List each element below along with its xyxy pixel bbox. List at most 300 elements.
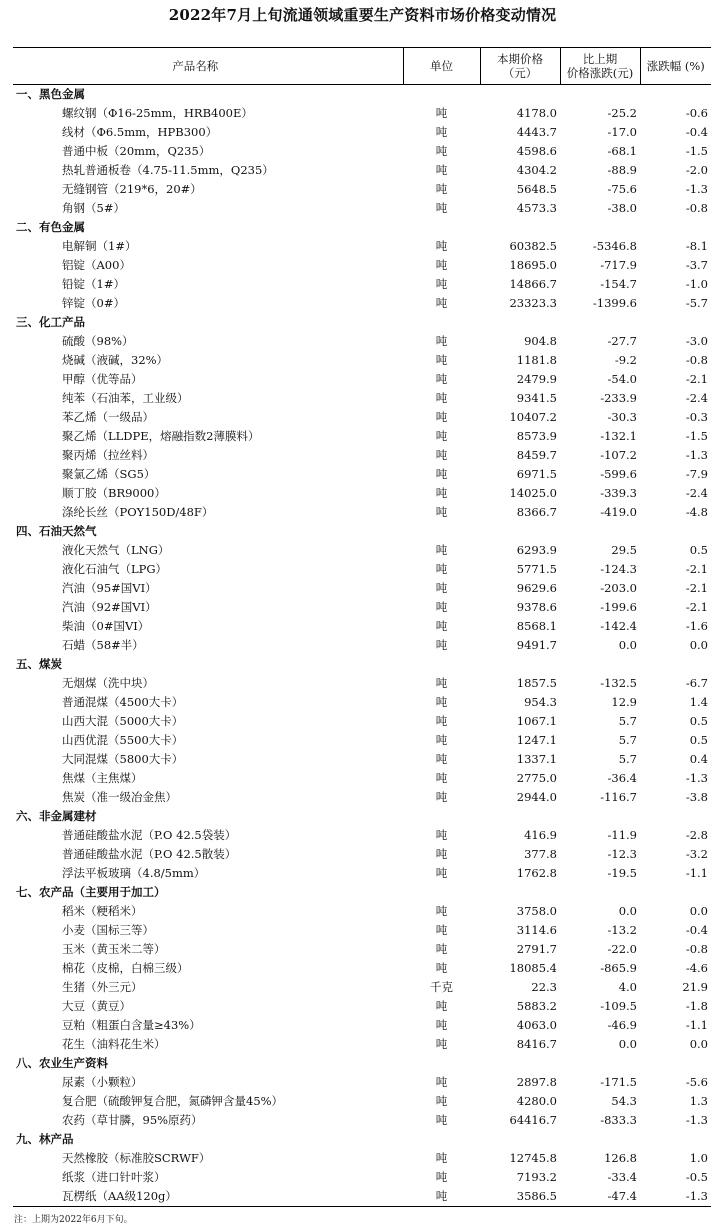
price-cell: 5883.2 [516,999,557,1013]
price-cell: 12745.8 [509,1151,557,1165]
pct-cell: -2.1 [685,372,708,386]
table-row [13,617,711,636]
pct-cell: -2.4 [685,391,708,405]
unit-cell: 吨 [435,562,448,576]
price-cell: 1181.8 [516,353,557,367]
pct-cell: 1.3 [689,1094,708,1108]
unit-cell: 吨 [435,866,448,880]
price-cell: 8573.9 [516,429,557,443]
category-row [13,1130,711,1149]
header-price-line1: 本期价格 [497,52,543,66]
price-cell: 2479.9 [516,372,557,386]
unit-cell: 吨 [435,182,448,196]
unit-cell: 吨 [435,1113,448,1127]
category-name: 七、农产品（主要用于加工） [16,885,166,899]
pct-cell: -5.6 [685,1075,708,1089]
unit-cell: 吨 [435,676,448,690]
product-name-cell: 普通混煤（4500大卡） [62,695,184,709]
category-row [13,85,711,105]
unit-cell: 吨 [435,771,448,785]
product-name-cell: 液化天然气（LNG） [62,543,170,557]
change-cell: 0.0 [618,1037,637,1051]
pct-cell: -1.3 [685,771,708,785]
unit-cell: 吨 [435,695,448,709]
pct-cell: -1.1 [685,866,708,880]
table-row [13,1016,711,1035]
table-row [13,465,711,484]
unit-cell: 千克 [430,980,453,994]
product-name-cell: 甲醇（优等品） [62,372,143,386]
price-cell: 954.3 [524,695,557,709]
category-name: 六、非金属建材 [16,809,97,823]
change-cell: -68.1 [607,144,637,158]
product-name-cell: 浮法平板玻璃（4.8/5mm） [62,866,206,880]
header-price [480,48,560,85]
table-header [13,48,711,85]
price-cell: 22.3 [531,980,557,994]
pct-cell: 1.0 [689,1151,708,1165]
category-name: 九、林产品 [16,1132,74,1146]
product-name-cell: 无缝钢管（219*6，20#） [62,182,202,196]
price-cell: 2775.0 [516,771,557,785]
table-row [13,560,711,579]
change-cell: -36.4 [607,771,637,785]
price-cell: 2897.8 [516,1075,557,1089]
price-cell: 14025.0 [509,486,557,500]
change-cell: -717.9 [600,258,637,272]
product-name-cell: 纯苯（石油苯，工业级） [62,391,189,405]
pct-cell: -0.8 [685,942,708,956]
table-row [13,237,711,256]
table-row [13,104,711,123]
change-cell: -154.7 [600,277,637,291]
change-cell: -1399.6 [592,296,637,310]
change-cell: -27.7 [607,334,637,348]
pct-cell: -8.1 [685,239,708,253]
pct-cell: 21.9 [682,980,708,994]
category-name: 三、化工产品 [16,315,85,329]
price-cell: 18085.4 [509,961,557,975]
unit-cell: 吨 [435,961,448,975]
category-row [13,883,711,902]
product-name-cell: 烧碱（液碱，32%） [62,353,169,367]
pct-cell: -1.3 [685,448,708,462]
unit-cell: 吨 [435,790,448,804]
pct-cell: -0.8 [685,201,708,215]
pct-cell: -2.1 [685,600,708,614]
price-cell: 8568.1 [516,619,557,633]
price-cell: 1857.5 [516,676,557,690]
change-cell: -132.5 [600,676,637,690]
product-name-cell: 纸浆（进口针叶浆） [62,1170,166,1184]
product-name-cell: 山西大混（5000大卡） [62,714,184,728]
product-name-cell: 聚乙烯（LLDPE，熔融指数2薄膜料） [62,429,260,443]
pct-cell: -1.0 [685,277,708,291]
unit-cell: 吨 [435,904,448,918]
price-cell: 4304.2 [516,163,557,177]
price-cell: 8416.7 [516,1037,557,1051]
table-row [13,142,711,161]
table-row [13,579,711,598]
table-row [13,731,711,750]
price-cell: 4280.0 [516,1094,557,1108]
product-name-cell: 普通硅酸盐水泥（P.O 42.5散装） [62,847,237,861]
price-cell: 4573.3 [516,201,557,215]
header-change-line1: 比上期 [582,52,618,66]
product-name-cell: 聚丙烯（拉丝料） [62,448,154,462]
table-row [13,921,711,940]
pct-cell: -3.8 [685,790,708,804]
price-cell: 60382.5 [509,239,557,253]
change-cell: -233.9 [600,391,637,405]
unit-cell: 吨 [435,391,448,405]
table-row [13,446,711,465]
table-row [13,826,711,845]
product-name-cell: 普通硅酸盐水泥（P.O 42.5袋装） [62,828,237,842]
category-name: 五、煤炭 [16,657,62,671]
change-cell: 5.7 [618,733,637,747]
product-name-cell: 角钢（5#） [62,201,125,215]
table-row [13,389,711,408]
table-row [13,541,711,560]
header-change [560,48,640,85]
table-row [13,1111,711,1130]
table-row [13,427,711,446]
product-name-cell: 复合肥（硫酸钾复合肥，氮磷钾含量45%） [62,1094,284,1108]
change-cell: 54.3 [611,1094,637,1108]
table-row [13,1073,711,1092]
pct-cell: -6.7 [685,676,708,690]
change-cell: 126.8 [604,1151,637,1165]
unit-cell: 吨 [435,638,448,652]
change-cell: -833.3 [600,1113,637,1127]
pct-cell: -2.0 [685,163,708,177]
change-cell: -339.3 [600,486,637,500]
table-row [13,1187,711,1207]
change-cell: 4.0 [618,980,637,994]
price-cell: 3114.6 [516,923,557,937]
unit-cell: 吨 [435,1075,448,1089]
table-row [13,256,711,275]
pct-cell: -0.5 [685,1170,708,1184]
table-row [13,484,711,503]
product-name-cell: 锌锭（0#） [62,296,125,310]
unit-cell: 吨 [435,448,448,462]
table-row [13,180,711,199]
change-cell: -54.0 [607,372,637,386]
category-row [13,1054,711,1073]
header-change-line2: 价格涨跌(元) [566,66,634,80]
table-row [13,636,711,655]
unit-cell: 吨 [435,429,448,443]
change-cell: -9.2 [614,353,637,367]
table-body [13,85,711,1207]
change-cell: 5.7 [618,752,637,766]
pct-cell: 0.5 [689,543,708,557]
change-cell: -419.0 [600,505,637,519]
change-cell: -11.9 [607,828,637,842]
pct-cell: -0.4 [685,125,708,139]
change-cell: -75.6 [607,182,637,196]
pct-cell: -2.1 [685,562,708,576]
change-cell: -22.0 [607,942,637,956]
pct-cell: -4.6 [685,961,708,975]
price-cell: 23323.3 [509,296,557,310]
pct-cell: -2.1 [685,581,708,595]
unit-cell: 吨 [435,486,448,500]
pct-cell: -2.4 [685,486,708,500]
change-cell: -865.9 [600,961,637,975]
change-cell: 5.7 [618,714,637,728]
unit-cell: 吨 [435,163,448,177]
price-cell: 8459.7 [516,448,557,462]
change-cell: -30.3 [607,410,637,424]
pct-cell: 1.4 [689,695,708,709]
table-row [13,997,711,1016]
unit-cell: 吨 [435,106,448,120]
price-cell: 18695.0 [509,258,557,272]
unit-cell: 吨 [435,600,448,614]
table-row [13,845,711,864]
unit-cell: 吨 [435,619,448,633]
pct-cell: -2.8 [685,828,708,842]
table-row [13,1168,711,1187]
change-cell: -116.7 [600,790,637,804]
unit-cell: 吨 [435,999,448,1013]
price-cell: 6971.5 [516,467,557,481]
pct-cell: -0.4 [685,923,708,937]
product-name-cell: 苯乙烯（一级品） [62,410,154,424]
unit-cell: 吨 [435,334,448,348]
unit-cell: 吨 [435,1170,448,1184]
change-cell: -203.0 [600,581,637,595]
price-cell: 4063.0 [516,1018,557,1032]
product-name-cell: 顺丁胶（BR9000） [62,486,166,500]
change-cell: -199.6 [600,600,637,614]
unit-cell: 吨 [435,1151,448,1165]
page-title: 2022年7月上旬流通领域重要生产资料市场价格变动情况 [168,6,557,24]
price-cell: 6293.9 [516,543,557,557]
unit-cell: 吨 [435,581,448,595]
product-name-cell: 线材（Φ6.5mm，HPB300） [62,125,218,139]
product-name-cell: 生猪（外三元） [62,980,143,994]
pct-cell: -5.7 [685,296,708,310]
product-name-cell: 棉花（皮棉，白棉三级） [62,961,189,975]
price-cell: 4443.7 [516,125,557,139]
product-name-cell: 大豆（黄豆） [62,999,131,1013]
change-cell: -38.0 [607,201,637,215]
change-cell: -12.3 [607,847,637,861]
change-cell: -19.5 [607,866,637,880]
table-row [13,902,711,921]
pct-cell: -1.3 [685,1189,708,1203]
change-cell: -25.2 [607,106,637,120]
price-cell: 904.8 [524,334,557,348]
pct-cell: -1.3 [685,1113,708,1127]
table-row [13,503,711,522]
product-name-cell: 稻米（粳稻米） [62,904,143,918]
table-row [13,940,711,959]
table-row [13,370,711,389]
product-name-cell: 涤纶长丝（POY150D/48F） [62,505,214,519]
price-cell: 2791.7 [516,942,557,956]
pct-cell: 0.5 [689,733,708,747]
change-cell: -88.9 [607,163,637,177]
category-name: 四、石油天然气 [16,524,97,538]
unit-cell: 吨 [435,1018,448,1032]
product-name-cell: 柴油（0#国VI） [62,619,150,633]
product-name-cell: 铅锭（1#） [62,277,125,291]
table-row [13,294,711,313]
price-cell: 377.8 [524,847,557,861]
table-row [13,864,711,883]
pct-cell: -1.1 [685,1018,708,1032]
change-cell: -5346.8 [592,239,637,253]
price-cell: 416.9 [524,828,557,842]
category-row [13,313,711,332]
price-cell: 1762.8 [516,866,557,880]
table-row [13,978,711,997]
price-cell: 64416.7 [509,1113,557,1127]
price-cell: 3758.0 [516,904,557,918]
change-cell: -109.5 [600,999,637,1013]
unit-cell: 吨 [435,1189,448,1203]
header-unit: 单位 [403,48,480,85]
footnote: 注：上期为2022年6月下旬。 [14,1215,133,1225]
unit-cell: 吨 [435,201,448,215]
pct-cell: 0.0 [689,904,708,918]
change-cell: -132.1 [600,429,637,443]
price-cell: 9378.6 [516,600,557,614]
change-cell: -46.9 [607,1018,637,1032]
price-cell: 5648.5 [516,182,557,196]
price-cell: 5771.5 [516,562,557,576]
unit-cell: 吨 [435,923,448,937]
table-row [13,788,711,807]
product-name-cell: 农药（草甘膦，95%原药） [62,1113,203,1127]
pct-cell: 0.0 [689,638,708,652]
unit-cell: 吨 [435,467,448,481]
price-cell: 1067.1 [516,714,557,728]
change-cell: -107.2 [600,448,637,462]
pct-cell: 0.0 [689,1037,708,1051]
header-product-name: 产品名称 [172,59,219,73]
unit-cell: 吨 [435,125,448,139]
unit-cell: 吨 [435,277,448,291]
pct-cell: -1.5 [685,429,708,443]
category-name: 八、农业生产资料 [16,1056,108,1070]
price-cell: 2944.0 [516,790,557,804]
unit-cell: 吨 [435,543,448,557]
table-row [13,674,711,693]
unit-cell: 吨 [435,847,448,861]
product-name-cell: 铝锭（A00） [62,258,131,272]
pct-cell: -7.9 [685,467,708,481]
product-name-cell: 聚氯乙烯（SG5） [62,467,156,481]
table-row [13,712,711,731]
product-name-cell: 热轧普通板卷（4.75-11.5mm，Q235） [62,163,274,177]
product-name-cell: 尿素（小颗粒） [62,1075,143,1089]
unit-cell: 吨 [435,239,448,253]
table-row [13,275,711,294]
product-name-cell: 豆粕（粗蛋白含量≥43%） [62,1018,201,1032]
change-cell: -142.4 [600,619,637,633]
table-row [13,959,711,978]
change-cell: -47.4 [607,1189,637,1203]
product-name-cell: 小麦（国标三等） [62,923,154,937]
table-row [13,123,711,142]
header-pct: 涨跌幅 (%) [640,48,711,85]
table-row [13,769,711,788]
price-cell: 8366.7 [516,505,557,519]
change-cell: -599.6 [600,467,637,481]
table-row [13,199,711,218]
pct-cell: -3.2 [685,847,708,861]
pct-cell: -1.5 [685,144,708,158]
product-name-cell: 花生（油料花生米） [62,1037,166,1051]
table-row [13,332,711,351]
pct-cell: -3.7 [685,258,708,272]
price-cell: 3586.5 [516,1189,557,1203]
pct-cell: -4.8 [685,505,708,519]
price-cell: 14866.7 [509,277,557,291]
unit-cell: 吨 [435,733,448,747]
price-cell: 7193.2 [516,1170,557,1184]
unit-cell: 吨 [435,258,448,272]
change-cell: -17.0 [607,125,637,139]
unit-cell: 吨 [435,828,448,842]
unit-cell: 吨 [435,372,448,386]
pct-cell: 0.5 [689,714,708,728]
price-cell: 9341.5 [516,391,557,405]
product-name-cell: 普通中板（20mm，Q235） [62,144,211,158]
product-name-cell: 液化石油气（LPG） [62,562,168,576]
price-table [13,47,711,1207]
change-cell: 12.9 [611,695,637,709]
change-cell: 29.5 [611,543,637,557]
product-name-cell: 天然橡胶（标准胶SCRWF） [62,1151,211,1165]
category-name: 二、有色金属 [16,220,85,234]
product-name-cell: 电解铜（1#） [62,239,137,253]
product-name-cell: 瓦楞纸（AA级120g） [62,1189,177,1203]
price-cell: 1337.1 [516,752,557,766]
category-row [13,522,711,541]
change-cell: 0.0 [618,638,637,652]
product-name-cell: 硫酸（98%） [62,334,134,348]
unit-cell: 吨 [435,752,448,766]
product-name-cell: 大同混煤（5800大卡） [62,752,184,766]
pct-cell: -1.6 [685,619,708,633]
pct-cell: -1.8 [685,999,708,1013]
unit-cell: 吨 [435,1094,448,1108]
header-price-line2: （元） [502,66,538,80]
pct-cell: -3.0 [685,334,708,348]
table-row [13,1092,711,1111]
category-row [13,655,711,674]
category-name: 一、黑色金属 [16,87,85,101]
unit-cell: 吨 [435,296,448,310]
pct-cell: 0.4 [689,752,708,766]
category-row [13,807,711,826]
price-cell: 9629.6 [516,581,557,595]
unit-cell: 吨 [435,410,448,424]
unit-cell: 吨 [435,1037,448,1051]
unit-cell: 吨 [435,353,448,367]
unit-cell: 吨 [435,144,448,158]
change-cell: -171.5 [600,1075,637,1089]
pct-cell: -0.3 [685,410,708,424]
table-row [13,1035,711,1054]
